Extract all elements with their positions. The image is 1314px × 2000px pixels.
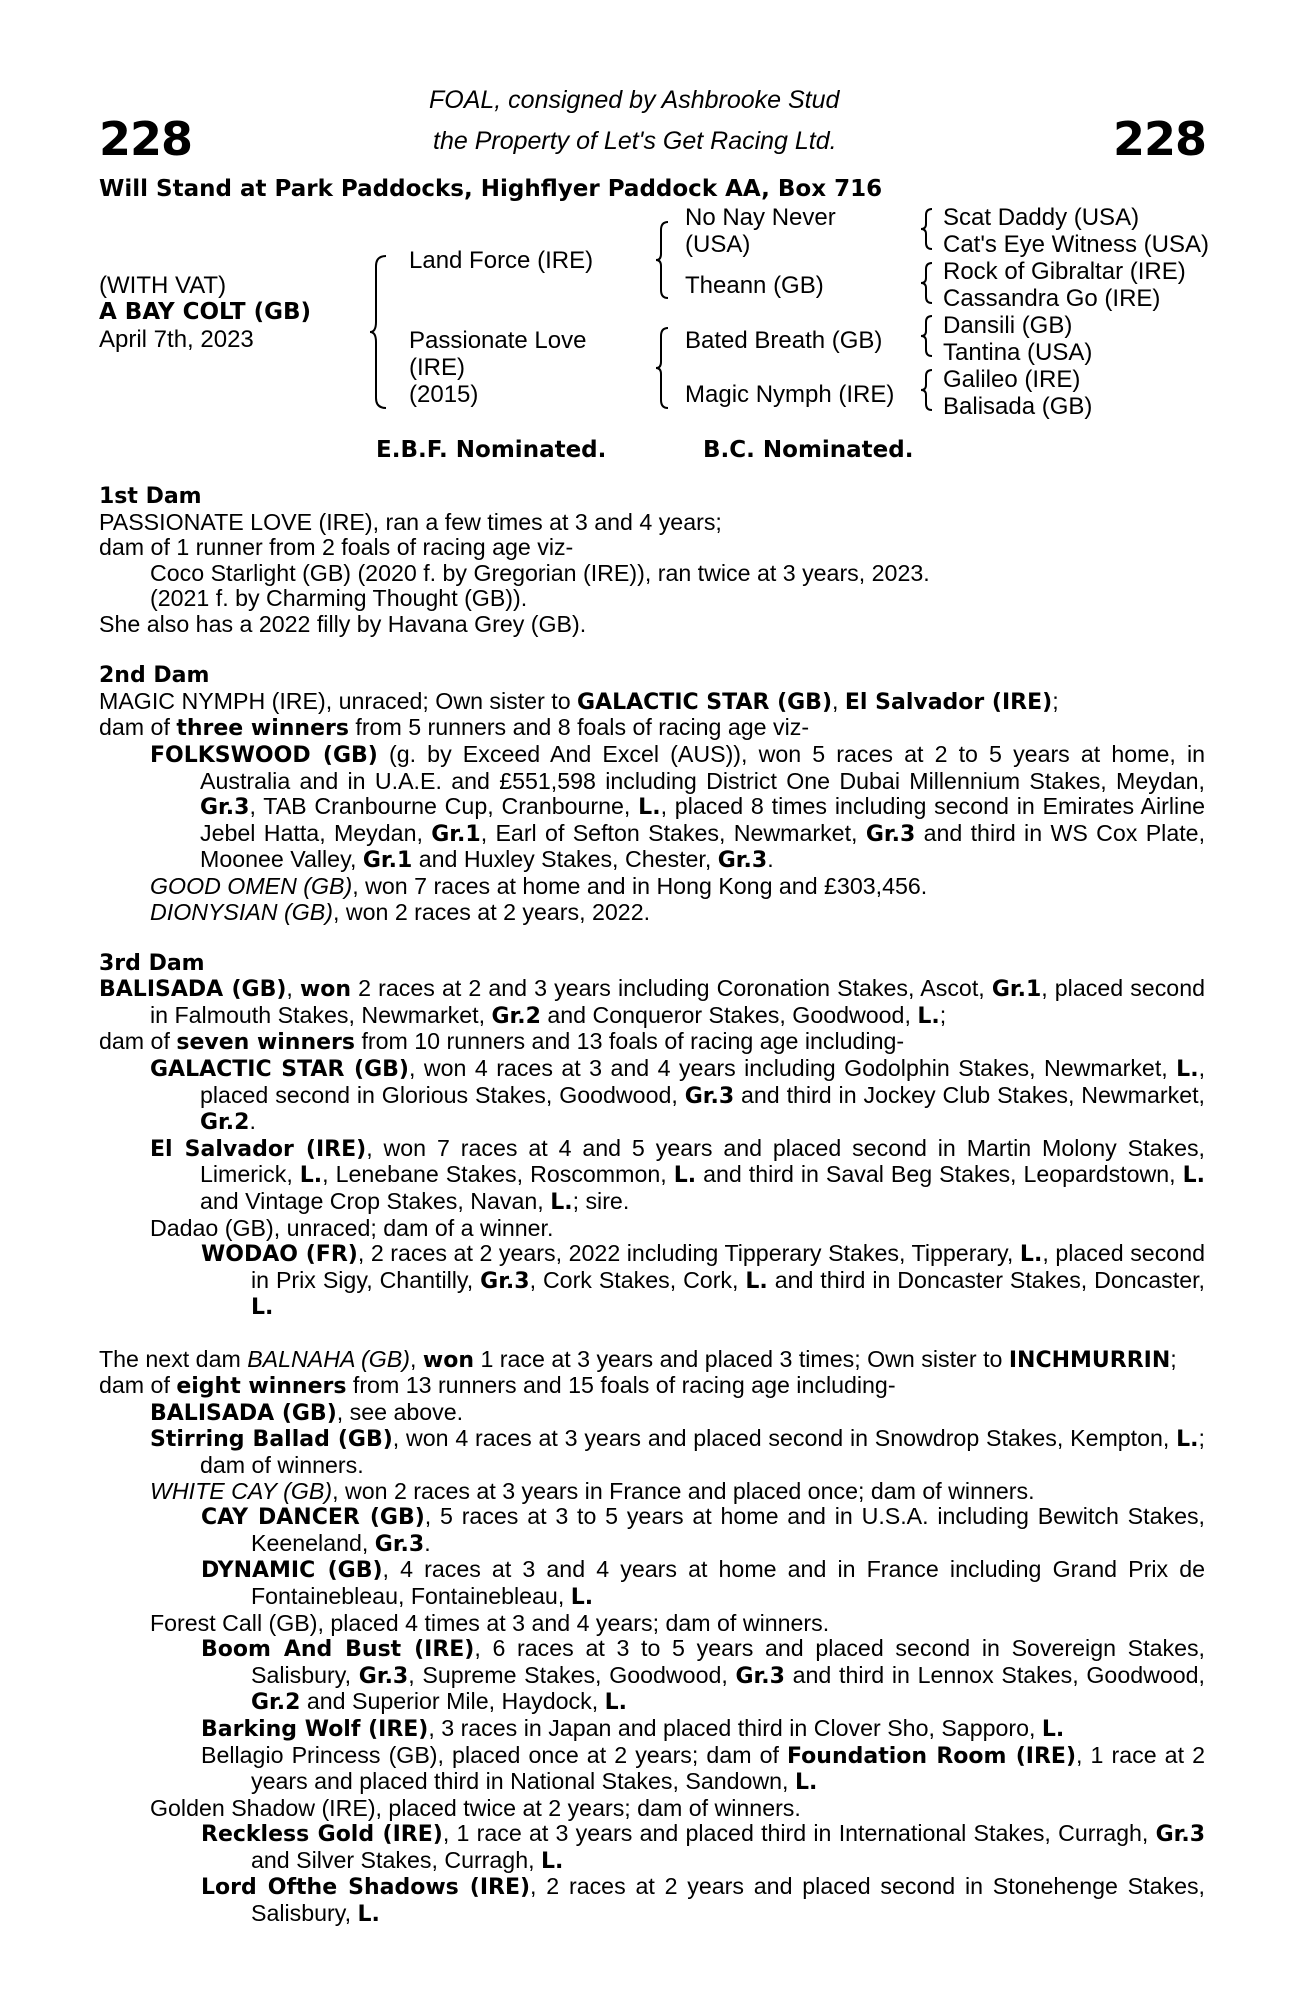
pedigree-brace-sd	[919, 261, 935, 305]
pedigree-dam-line3: (2015)	[409, 381, 479, 408]
lot-number-right: 228	[1112, 112, 1206, 166]
catalogue-body	[99, 484, 1205, 1928]
produce-item: Barking Wolf (IRE), 3 races in Japan and placed third in Clover Sho, Sapporo, L.	[201, 1714, 1065, 1742]
first-dam-heading: 1st Dam	[99, 484, 202, 509]
pedigree-dd: Magic Nymph (IRE)	[685, 381, 895, 408]
pedigree-ds: Bated Breath (GB)	[685, 327, 883, 354]
produce-item: Golden Shadow (IRE), placed twice at 2 years; dam of winners.	[150, 1794, 801, 1821]
pedigree-brace-dam	[654, 326, 672, 410]
lot-description: A BAY COLT (GB)	[99, 299, 312, 325]
pedigree-ddd: Balisada (GB)	[943, 393, 1093, 420]
produce-item: Bellagio Princess (GB), placed once at 2 years; dam of Foundation Room (IRE), 1 race at 2 years and placed third in National Stakes, Sandown, L.	[201, 1741, 1205, 1796]
produce-item: Lord Ofthe Shadows (IRE), 2 races at 2 years and placed second in Stonehenge Stakes, Salisbury, L.	[201, 1873, 1206, 1928]
second-dam-line: MAGIC NYMPH (IRE), unraced; Own sister to GALACTIC STAR (GB), El Salvador (IRE);	[99, 687, 1059, 715]
produce-item: Coco Starlight (GB) (2020 f. by Gregorian (IRE)), ran twice at 3 years, 2023.	[150, 559, 930, 586]
pedigree-brace-sire	[654, 220, 672, 300]
pedigree-sd: Theann (GB)	[685, 272, 824, 299]
produce-item: Dadao (GB), unraced; dam of a winner.	[150, 1214, 554, 1241]
property-line: the Property of Let's Get Racing Ltd.	[433, 127, 837, 155]
produce-item: Reckless Gold (IRE), 1 race at 3 years and placed third in International Stakes, Curragh, Gr.3 and Silver Stakes, Curragh, L.	[201, 1820, 1205, 1874]
pedigree-ssd: Cat's Eye Witness (USA)	[943, 231, 1209, 258]
pedigree-dds: Galileo (IRE)	[943, 366, 1081, 393]
produce-item: WODAO (FR), 2 races at 2 years, 2022 including Tipperary Stakes, Tipperary, L., placed second in Prix Sigy, Chantilly, Gr.3, Cork Stakes, Cork, L. and third in Doncaster Stakes, Doncaster, L.	[201, 1240, 1205, 1321]
pedigree-brace-main	[368, 254, 390, 410]
third-dam-produce: dam of seven winners from 10 runners and 13 foals of racing age including-	[99, 1028, 905, 1056]
next-dam-line: The next dam BALNAHA (GB), won 1 race at 3 years and placed 3 times; Own sister to INCHMURRIN;	[99, 1345, 1177, 1373]
pedigree-brace-ss	[919, 207, 935, 251]
pedigree-brace-ds	[919, 314, 935, 358]
consignor-line: FOAL, consigned by Ashbrooke Stud	[429, 86, 840, 114]
pedigree-ss-line2: (USA)	[685, 231, 751, 258]
produce-item: (2021 f. by Charming Thought (GB)).	[150, 585, 528, 612]
pedigree-brace-dd	[919, 368, 935, 412]
pedigree-sss: Scat Daddy (USA)	[943, 204, 1140, 231]
produce-item: BALISADA (GB), see above.	[150, 1398, 464, 1426]
second-dam-produce: dam of three winners from 5 runners and 8 foals of racing age viz-	[99, 714, 810, 742]
bc-nomination: B.C. Nominated.	[703, 437, 914, 463]
pedigree-sds: Rock of Gibraltar (IRE)	[943, 258, 1186, 285]
vat-note: (WITH VAT)	[99, 272, 227, 299]
produce-item: GOOD OMEN (GB), won 7 races at home and in Hong Kong and £303,456.	[150, 872, 928, 899]
produce-item: El Salvador (IRE), won 7 races at 4 and 5 years and placed second in Martin Molony Stakes, Limerick, L., Lenebane Stakes, Roscommon, L. and third in Saval Beg Stakes, Leopardstown, L. and Vintage Crop Stakes, Navan, L.; sire.	[150, 1134, 1206, 1216]
pedigree-dsd: Tantina (USA)	[943, 339, 1093, 366]
first-dam-line: PASSIONATE LOVE (IRE), ran a few times at 3 and 4 years;	[99, 508, 722, 535]
foaling-date: April 7th, 2023	[99, 326, 254, 353]
produce-item: CAY DANCER (GB), 5 races at 3 to 5 years at home and in U.S.A. including Bewitch Stakes, Keeneland, Gr.3.	[201, 1503, 1206, 1557]
pedigree-sdd: Cassandra Go (IRE)	[943, 285, 1161, 312]
produce-item: FOLKSWOOD (GB) (g. by Exceed And Excel (AUS)), won 5 races at 2 to 5 years at home, in Australia and in U.A.E. and £551,598 including District One Dubai Millennium Stakes, Meydan, Gr.3, TAB Cranbourne Cup, Cranbourne, L., placed 8 times including second in Emirates Airline Jebel Hatta, Meydan, Gr.1, Earl of Sefton Stakes, Newmarket, Gr.3 and third in WS Cox Plate, Moonee Valley, Gr.1 and Huxley Stakes, Chester, Gr.3.	[150, 740, 1206, 874]
pedigree-dam-line2: (IRE)	[409, 354, 465, 381]
pedigree-dam-line1: Passionate Love	[409, 327, 587, 354]
next-dam-produce: dam of eight winners from 13 runners and 15 foals of racing age including-	[99, 1372, 896, 1400]
pedigree-ss-line1: No Nay Never	[685, 204, 836, 231]
second-dam-heading: 2nd Dam	[99, 663, 210, 689]
produce-item: Stirring Ballad (GB), won 4 races at 3 years and placed second in Snowdrop Stakes, Kempton, L.; dam of winners.	[150, 1425, 1205, 1478]
stand-location: Will Stand at Park Paddocks, Highflyer Paddock AA, Box 716	[99, 176, 883, 202]
produce-item: WHITE CAY (GB), won 2 races at 3 years in France and placed once; dam of winners.	[150, 1477, 1035, 1504]
pedigree-dss: Dansili (GB)	[943, 312, 1073, 339]
pedigree-sire: Land Force (IRE)	[409, 247, 594, 274]
produce-item: Forest Call (GB), placed 4 times at 3 and 4 years; dam of winners.	[150, 1609, 830, 1636]
produce-item: Boom And Bust (IRE), 6 races at 3 to 5 years and placed second in Sovereign Stakes, Salisbury, Gr.3, Supreme Stakes, Goodwood, Gr.3 and third in Lennox Stakes, Goodwood, Gr.2 and Superior Mile, Haydock, L.	[201, 1635, 1206, 1716]
first-dam-produce: dam of 1 runner from 2 foals of racing age viz-	[99, 534, 574, 561]
produce-item: DYNAMIC (GB), 4 races at 3 and 4 years at home and in France including Grand Prix de Fontainebleau, Fontainebleau, L.	[201, 1556, 1205, 1610]
ebf-nomination: E.B.F. Nominated.	[376, 437, 607, 463]
third-dam-line: BALISADA (GB), won 2 races at 2 and 3 years including Coronation Stakes, Ascot, Gr.1, placed second in Falmouth Stakes, Newmarket, Gr.2 and Conqueror Stakes, Goodwood, L.;	[99, 975, 1205, 1029]
first-dam-note: She also has a 2022 filly by Havana Grey (GB).	[99, 610, 587, 637]
third-dam-heading: 3rd Dam	[99, 950, 205, 976]
produce-item: DIONYSIAN (GB), won 2 races at 2 years, 2022.	[150, 898, 651, 925]
lot-number-left: 228	[99, 112, 193, 166]
produce-item: GALACTIC STAR (GB), won 4 races at 3 and 4 years including Godolphin Stakes, Newmarket, L., placed second in Glorious Stakes, Goodwood, Gr.3 and third in Jockey Club Stakes, Newmarket, Gr.2.	[150, 1055, 1206, 1136]
